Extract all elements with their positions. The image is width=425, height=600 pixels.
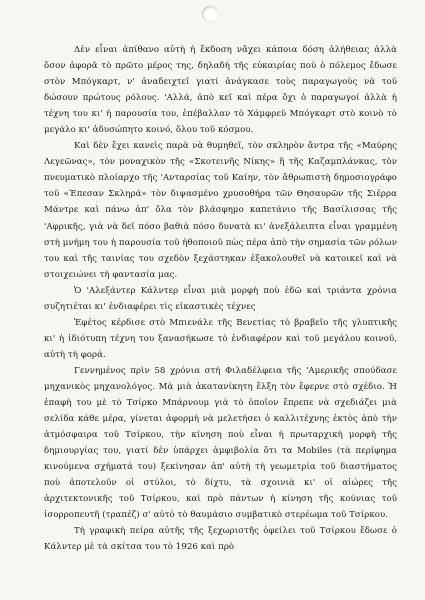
paragraph-2: Καὶ δὲν ἔχει κανεὶς παρὰ νὰ θυμηθεῖ, τὸν σκληρὸν ἄντρα τῆς «Μαύρης Λεγεῶνας», τὸν μοναχικὸν τῆς «Σκοτεινῆς Νίκης» ἢ τῆς Καζαμπλάνκας, τὸν πνευματικὸ πλοίαρχο τῆς 'Ανταρσίας τοῦ Καίην, τὸν ἄθρωπιστὴ δημοσιογράφο τοῦ «Έπεσαν Σκληρά» τὸν διψασμένο χρυσοθήρα τῶν Θησαυρῶν τῆς Σιέρρα Μάντρε καὶ πάνω ἀπ' ὅλα τὸν βλάσφημο καπετάνιο τῆς Βασίλισσας τῆς 'Αφρικῆς, γιὰ νὰ δεῖ πόσο βαθιὰ πόσο δυνατὰ κι' ἀνεξάλειπτα εἶναι γραμμένη στὴ μνήμη του ἡ παρουσία τοῦ ἠθοποιοῦ πὼς πέρα ἀπὸ τὴν σημασία τῶν ρόλων του καὶ τῆς ταινίας του σχεδὸν ξεχάστηκαν ἐξακολουθεῖ νὰ κατοικεῖ καὶ νὰ στοιχειώνει τὴ φαντασία μας. [44, 141, 397, 280]
punch-hole [202, 6, 218, 22]
paragraph-4: Ἐφέτος κέρδισε στὸ Μπιενάλε τῆς Βενετίας τὸ βραβεῖο τῆς γλυπτικῆς κι' ἡ ἰδιότυπη τέχνη του ξανασήκωσε τὸ ἐνδιαφέρον καὶ τοῦ μεγάλου κοινοῦ, αὐτὴ τὴ φορά. [44, 317, 397, 360]
paragraph-6: Τὴ γραφικὴ πείρα αὐτῆς τῆς ξεχωριστῆς ὀφείλει τοῦ Τσίρκου ἔδωσε ὁ Κάλντερ μὲ τὰ σκίτσα του τὸ 1926 καὶ πρὸ [44, 526, 397, 553]
paragraph-5: Γεννημένος πρὶν 58 χρόνια στὴ Φιλαδέλφεια τῆς 'Αμερικῆς σπούδασε μηχανικὸς μηχανολόγος. Μὰ μιὰ ἀκατανίκητη ἕλξη τὸν ἔφερνε στὸ σχέδιο. Ἡ ἐπαφὴ του μὲ τὸ Τσίρκο Μπάρνουμ γιὰ τὸ ὁποῖον ἔπρεπε νὰ σχεδιάζει μιὰ σελίδα κάθε μέρα, γίνεται ἀφορμὴ νὰ μελετήσει ὁ καλλιτέχνης ἐκτὸς ἀπὸ τὴν ἀτμόσφαιρα τοῦ Τσίρκου, τὴν κίνηση ποὺ εἶναι ἡ πρωταρχικὴ μορφὴ τῆς δημιουργίας του, γιατί δὲν ὑπάρχει ἀμφιβολία ὅτι τα Mobiles (τὰ περίφημα κινούμενα σχήματά του) ξεκίνησαν ἀπ' αὐτὴ τὴ γεωμετρία τοῦ διαστήματος ποὺ ἀποτελοῦν οἱ στύλοι, τὸ δίχτυ, τὰ σχοινιὰ κι' οἱ αἰώρες τῆς ἀρχιτεκτονικῆς τοῦ Τσίρκου, καὶ πρὸ πάντων ἡ κίνηση τῆς κούνιας τοῦ ἰσορροπευτῆ (τραπέζ) σ' αὐτὸ τὸ θαυμάσιο συμβατικὸ στερέωμα τοῦ Τσίρκου. [44, 365, 397, 521]
paragraph-1: Δὲν εἶναι ἀπίθανο αὐτὴ ἡ ἔκδοση νἄχει κάποια δόση ἀλήθειας ἀλλὰ ὅσον ἀφορᾶ τὸ πρῶτο μέρος της, δηλαδὴ τῆς εὐκαιρίας ποὺ ὁ πόλεμος ἔδωσε στὸν Μπόγκαρτ, ν' ἀναδειχτεῖ γιατί ἀνάγκασε τοὺς παραγωγοὺς νὰ τοῦ δώσουν πρώτους ρόλους. 'Αλλά, ἀπὸ κεῖ καὶ πέρα ὄχι ὁ παραγωγοί ἀλλὰ ἡ τέχνη του κι' ἡ παρουσία του, ἐπέβαλλαν τὸ Χάμφρεϋ Μπόγκαρτ στὸ κοινὸ τὸ μεγάλο κι' ἀδυσώπητο κοινό, ὅλου τοῦ κόσμου. [44, 45, 397, 136]
paragraph-3: Ὁ 'Αλεξάντερ Κάλντερ εἶναι μιὰ μορφὴ ποὺ ἐδῶ καὶ τριάντα χρόνια συζητιέται κι' ἐνδιαφέρει τὶς εἰκαστικὲς τέχνες [44, 285, 397, 312]
document-body [44, 42, 397, 556]
